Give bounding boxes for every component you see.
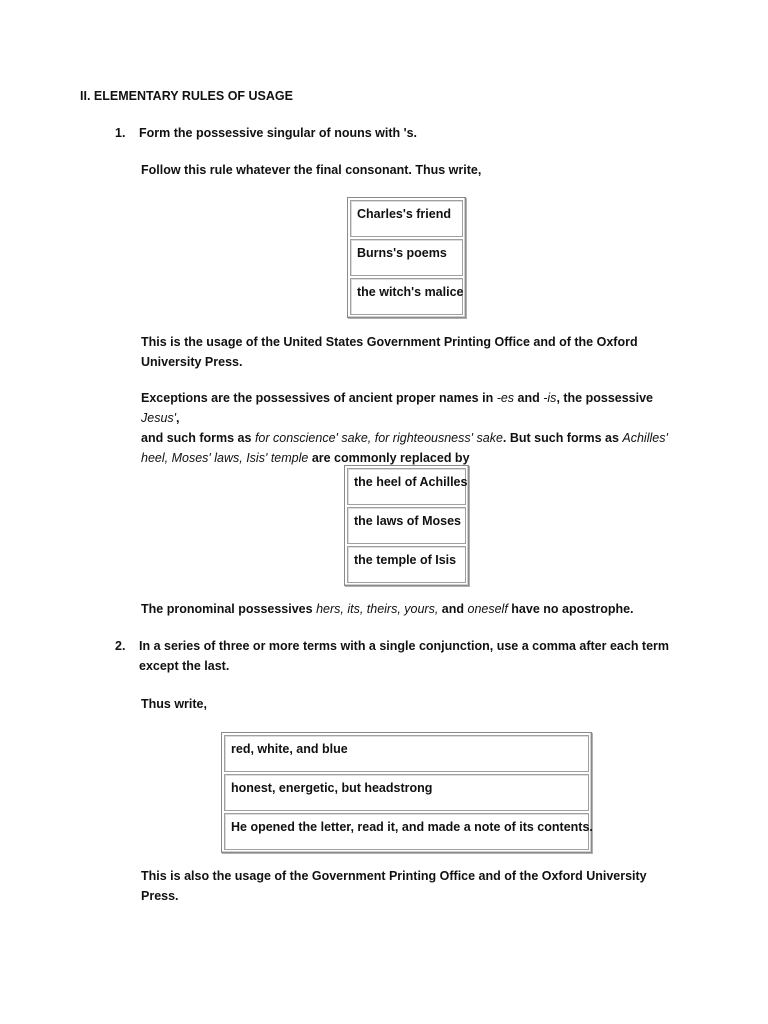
rule-2-title: In a series of three or more terms with a single conjunction, use a comma after each term except the last. [139, 639, 670, 673]
table-cell: Burns's poems [350, 239, 463, 276]
rule-2-number: 2. [115, 639, 126, 653]
rule-2-intro: Thus write, [141, 697, 207, 711]
table-cell: He opened the letter, read it, and made a note of its contents. [224, 813, 589, 850]
table-cell: red, white, and blue [224, 735, 589, 772]
rule-1-exceptions [141, 388, 681, 468]
rule-1-intro: Follow this rule whatever the final consonant. Thus write, [141, 163, 482, 177]
rule-1-pronominal: The pronominal possessives hers, its, theirs, yours, and oneself have no apostrophe. [141, 602, 634, 616]
usage-line: University Press. [141, 355, 243, 369]
table-cell: the temple of Isis [347, 546, 466, 583]
exceptions-line-1: Exceptions are the possessives of ancient proper names in -es and -is, the possessive Jesus', [141, 391, 654, 425]
rule-2-examples-table [221, 732, 592, 853]
usage-line: This is the usage of the United States Government Printing Office and of the Oxford [141, 335, 638, 349]
rule-2-usage: This is also the usage of the Government Printing Office and of the Oxford University Press. [141, 869, 647, 903]
table-cell: the laws of Moses [347, 507, 466, 544]
exceptions-line-3: heel, Moses' laws, Isis' temple are commonly replaced by [141, 451, 470, 465]
rule-1-number: 1. [115, 126, 126, 140]
rule-1-usage [141, 332, 681, 372]
rule-1-replacement-table [344, 465, 469, 586]
table-cell: the witch's malice [350, 278, 463, 315]
table-cell: the heel of Achilles [347, 468, 466, 505]
rule-1-examples-table [347, 197, 466, 318]
table-cell: honest, energetic, but headstrong [224, 774, 589, 811]
exceptions-line-2: and such forms as for conscience' sake, for righteousness' sake. But such forms as Achilles' [141, 431, 668, 445]
section-title: II. ELEMENTARY RULES OF USAGE [80, 89, 293, 103]
rule-1-title: Form the possessive singular of nouns with 's. [139, 126, 418, 140]
table-cell: Charles's friend [350, 200, 463, 237]
